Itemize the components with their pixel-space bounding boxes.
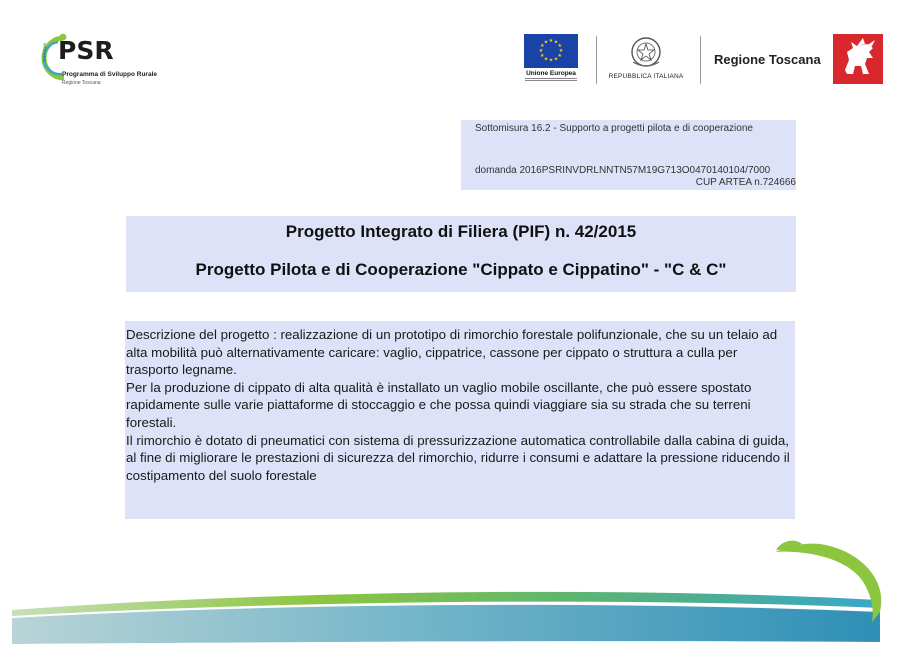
svg-text:★: ★ — [538, 47, 544, 54]
svg-text:★: ★ — [553, 56, 559, 63]
cup-text: CUP ARTEA n.724666 — [695, 177, 796, 188]
info-box — [461, 120, 796, 190]
divider — [700, 36, 701, 84]
psr-title: PSR — [58, 36, 114, 65]
eu-logo — [522, 34, 580, 84]
svg-text:★: ★ — [539, 52, 545, 59]
italy-logo — [606, 34, 686, 84]
toscana-label: Regione Toscana — [714, 52, 821, 67]
psr-subtitle: Programma di Sviluppo Rurale — [62, 71, 157, 78]
project-title: Progetto Pilota e di Cooperazione "Cippato e Cippatino" - "C & C" — [195, 260, 727, 279]
psr-logo — [30, 30, 165, 90]
psr-region: Regione Toscana — [62, 80, 101, 86]
svg-text:★: ★ — [543, 56, 549, 63]
italy-emblem-icon — [606, 34, 686, 72]
toscana-pegasus-icon — [833, 34, 883, 84]
description-paragraph: Descrizione del progetto : realizzazione di un prototipo di rimorchio forestale polifunzionale, che su un telaio ad alta mobilità può alternativamente caricare: vaglio, cippatrice, cassone per cippato o struttura a culla per trasporto legname. — [126, 327, 778, 378]
pif-title: Progetto Integrato di Filiera (PIF) n. 42/2015 — [285, 222, 637, 241]
svg-text:★: ★ — [553, 39, 559, 46]
eu-fine-print — [525, 78, 577, 82]
divider — [596, 36, 597, 84]
svg-text:★: ★ — [548, 57, 554, 64]
description-paragraph: Per la produzione di cippato di alta qualità è installato un vaglio mobile oscillante, che può essere spostato rapidamente sulle varie piattaforme di stoccaggio e che possa quindi viaggiare sia su strada che su terreni forestali. — [126, 379, 752, 430]
eu-label: Unione Europea — [526, 70, 576, 77]
sottomisura-text: Sottomisura 16.2 - Supporto a progetti pilota e di cooperazione — [475, 123, 753, 134]
svg-text:★: ★ — [557, 42, 563, 49]
svg-text:★: ★ — [557, 52, 563, 59]
description-box — [125, 321, 795, 519]
description-paragraph: Il rimorchio è dotato di pneumatici con sistema di pressurizzazione automatica controllabile dalla cabina di guida, al fine di migliorare le prestazioni di sicurezza del rimorchio, ridurre i consumi e adattare la pressione riducendo il costipamento del suolo forestale — [126, 432, 790, 483]
svg-text:★: ★ — [548, 38, 554, 44]
title-box — [126, 216, 796, 292]
svg-text:★: ★ — [539, 42, 545, 49]
svg-text:★: ★ — [558, 47, 564, 54]
domanda-text: domanda 2016PSRINVDRLNNTN57M19G713O0470140104/7000 — [475, 165, 771, 176]
description-text — [126, 326, 792, 484]
eu-flag-icon — [524, 34, 578, 68]
psr-vertical-text: 2014-2020 — [42, 42, 47, 62]
svg-text:★: ★ — [543, 39, 549, 46]
italy-label: REPUBBLICA ITALIANA — [608, 73, 684, 80]
footer-swoosh-icon — [0, 530, 915, 660]
